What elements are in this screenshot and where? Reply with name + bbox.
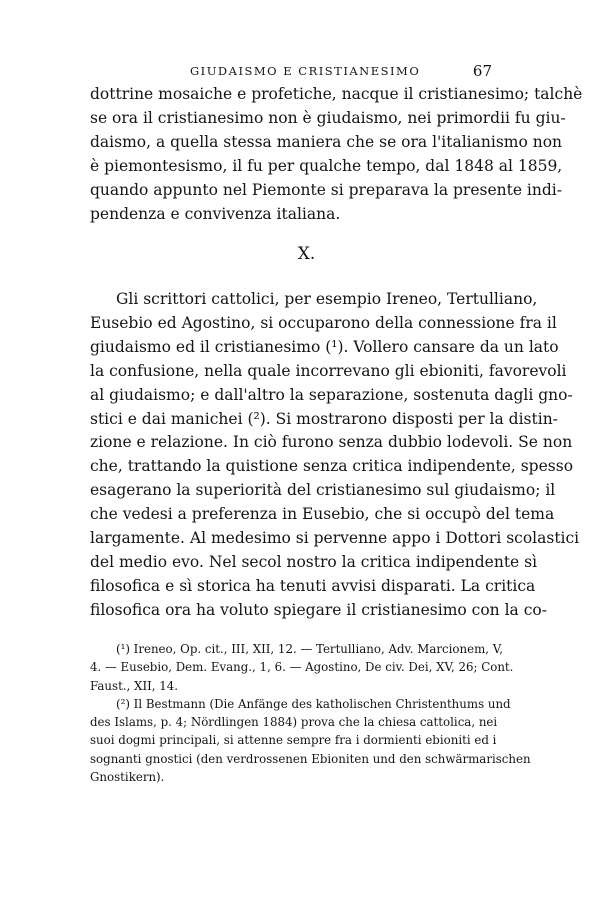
footnote-line: des Islams, p. 4; Nördlingen 1884) prova che la chiesa cattolica, nei — [90, 715, 498, 730]
footnote-line: (²) Il Bestmann (Die Anfänge des katholischen Christenthums und — [116, 696, 511, 711]
text-line: Gli scrittori cattolici, per esempio Ireneo, Tertulliano, — [116, 290, 538, 308]
text-line: che vedesi a preferenza in Eusebio, che si occupò del tema — [90, 505, 555, 524]
page-number: 67 — [472, 62, 492, 80]
text-line: è piemontesismo, il fu per qualche tempo, dal 1848 al 1859, — [90, 156, 563, 175]
footnote-line: 4. — Eusebio, Dem. Evang., 1, 6. — Agostino, De civ. Dei, XV, 26; Cont. — [90, 660, 514, 675]
text-line: largamente. Al medesimo si pervenne appo i Dottori scolastici — [90, 529, 580, 548]
text-line: filosofica e sì storica ha tenuti avvisi disparati. La critica — [90, 576, 536, 595]
text-line: dottrine mosaiche e profetiche, nacque il cristianesimo; talchè — [90, 85, 583, 103]
paragraph-continued — [90, 83, 583, 226]
footnote-line: Faust., XII, 14. — [90, 678, 179, 693]
text-line: che, trattando la quistione senza critica indipendente, spesso — [90, 457, 574, 476]
text-line: se ora il cristianesimo non è giudaismo, nei primordii fu giu- — [90, 108, 566, 127]
text-line: filosofica ora ha voluto spiegare il cristianesimo con la co- — [90, 600, 547, 619]
text-line: daismo, a quella stessa maniera che se ora l'italianismo non — [90, 132, 563, 151]
footnote-line: Gnostikern). — [90, 770, 165, 785]
text-line: al giudaismo; e dall'altro la separazione, sostenuta dagli gno- — [90, 385, 573, 404]
text-line: pendenza e convivenza italiana. — [90, 204, 341, 223]
running-title: GIUDAISMO E CRISTIANESIMO — [190, 64, 421, 78]
text-line: stici e dai manichei (²). Si mostrarono disposti per la distin- — [90, 409, 558, 428]
text-line: la confusione, nella quale incorrevano gli ebioniti, favorevoli — [90, 361, 567, 380]
text-line: giudaismo ed il cristianesimo (¹). Vollero cansare da un lato — [90, 337, 559, 356]
text-line: del medio evo. Nel secol nostro la critica indipendente sì — [90, 552, 538, 571]
text-line: Eusebio ed Agostino, si occuparono della connessione fra il — [90, 313, 557, 332]
footnotes — [90, 640, 531, 786]
paragraph-section-x — [90, 288, 580, 623]
footnote-line: sognanti gnostici (den verdrossenen Ebioniten und den schwärmarischen — [90, 751, 531, 766]
text-line: quando appunto nel Piemonte si preparava la presente indi- — [90, 180, 562, 199]
text-line: zione e relazione. In ciò furono senza dubbio lodevoli. Se non — [90, 433, 573, 452]
running-header — [90, 62, 492, 82]
footnote-line: (¹) Ireneo, Op. cit., III, XII, 12. — Tertulliano, Adv. Marcionem, V, — [116, 642, 503, 656]
text-line: esagerano la superiorità del cristianesimo sul giudaismo; il — [90, 481, 556, 500]
section-heading: X. — [297, 244, 316, 264]
footnote-line: suoi dogmi principali, si attenne sempre fra i dormienti ebioniti ed i — [90, 733, 497, 748]
